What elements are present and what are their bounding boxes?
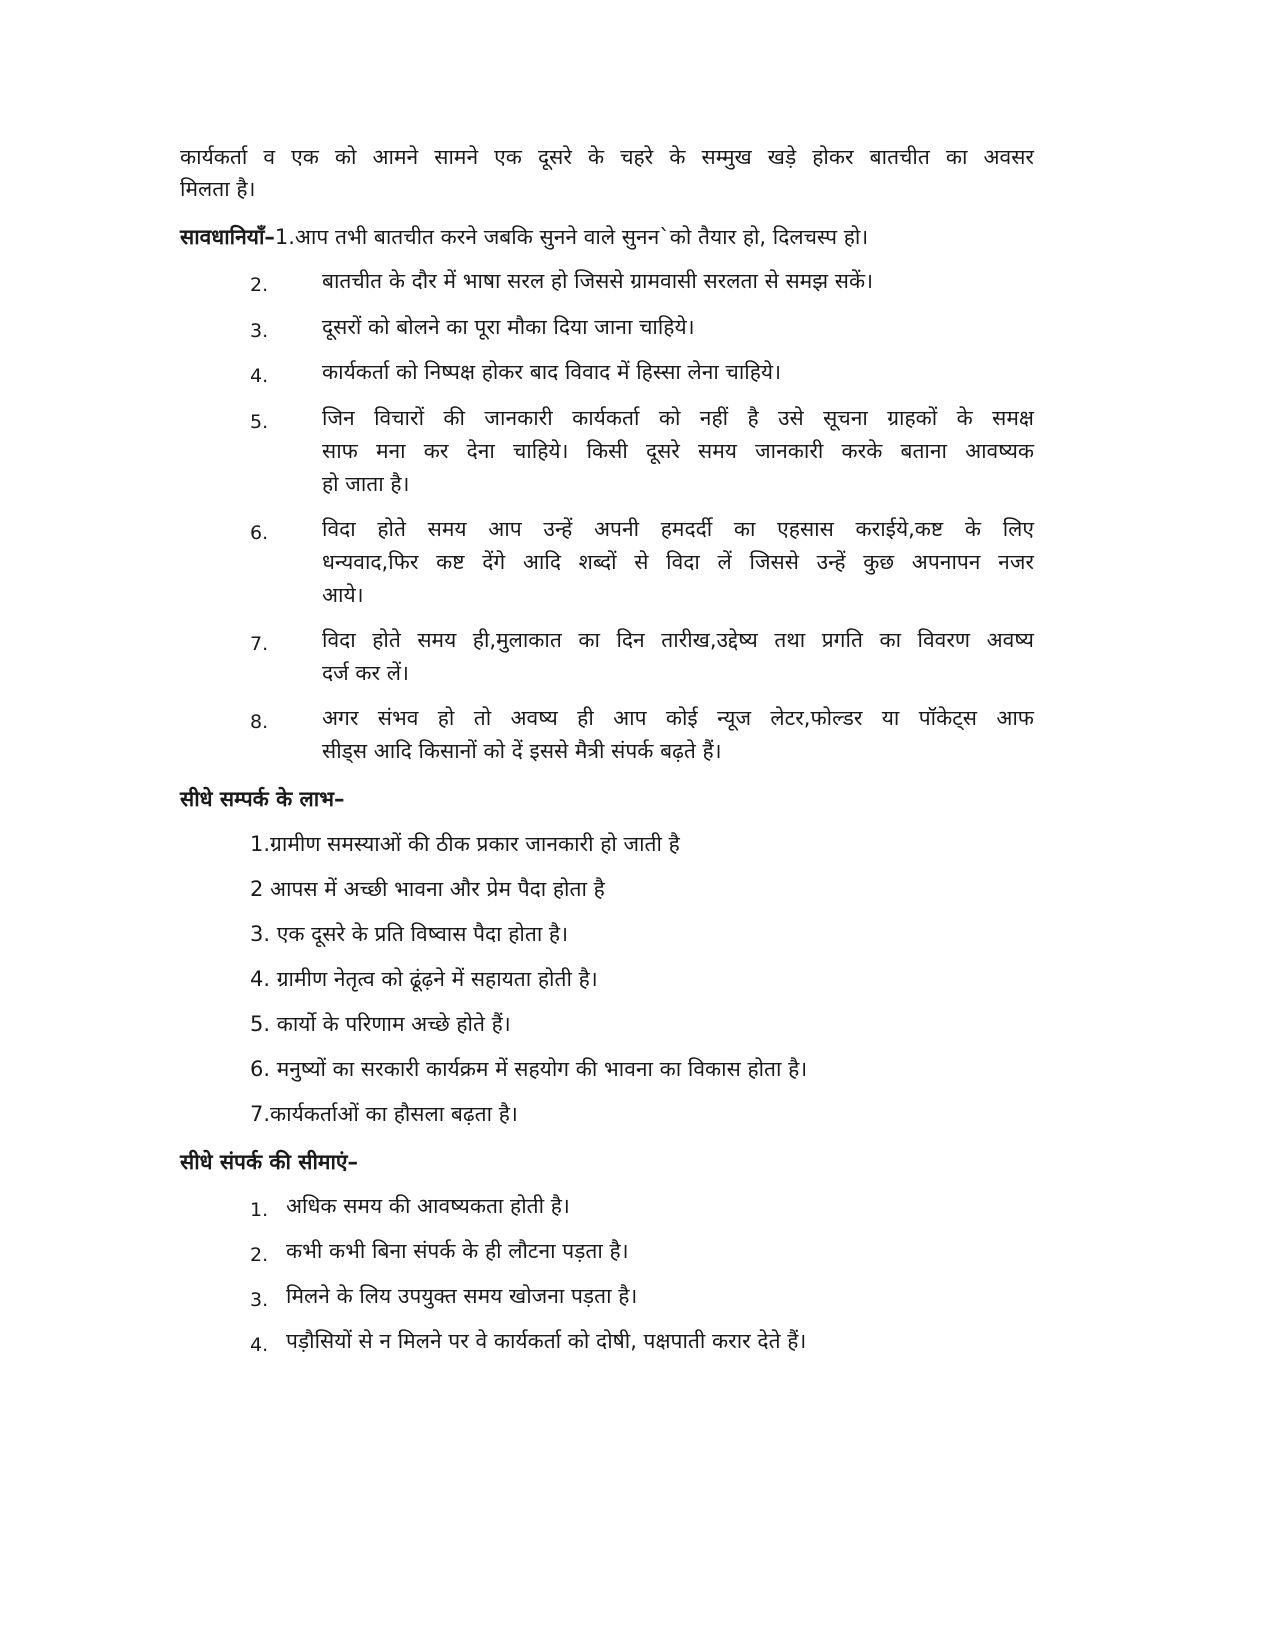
- benefit-item-6: 6. मनुष्यों का सरकारी कार्यक्रम में सहयोग की भावना का विकास होता है।: [250, 1057, 808, 1081]
- limitation-item-1: अधिक समय की आवष्यकता होती है।: [286, 1194, 570, 1218]
- benefit-item-3: 3. एक दूसरे के प्रति विष्वास पैदा होता है।: [250, 922, 569, 946]
- precaution-item-3: दूसरों को बोलने का पूरा मौका दिया जाना चाहिये।: [322, 315, 695, 339]
- precaution-number-4: 4.: [250, 365, 269, 387]
- precaution-item-5-line-2: साफ मना कर देना चाहिये। किसी दूसरे समय जानकारी करके बताना आवष्यक: [322, 439, 1034, 463]
- precaution-item-1: 1.आप तभी बातचीत करने जबकि सुनने वाले सुनन`को तैयार हो, दिलचस्प हो।: [274, 225, 869, 249]
- precaution-number-6: 6.: [250, 522, 269, 544]
- precaution-item-7-line-2: दर्ज कर लें।: [322, 661, 409, 685]
- intro-line-1: कार्यकर्ता व एक को आमने सामने एक दूसरे के चहरे के सम्मुख खड़े होकर बातचीत का अवसर: [180, 145, 1034, 169]
- limitation-number-1: 1.: [250, 1199, 269, 1221]
- limitation-item-3: मिलने के लिय उपयुक्त समय खोजना पड़ता है।: [286, 1284, 638, 1308]
- precaution-item-2: बातचीत के दौर में भाषा सरल हो जिससे ग्रामवासी सरलता से समझ सकें।: [322, 269, 874, 293]
- precaution-item-5-line-1: जिन विचारों की जानकारी कार्यकर्ता को नहीं है उसे सूचना ग्राहकों के समक्ष: [322, 406, 1034, 430]
- precaution-number-2: 2.: [250, 274, 269, 296]
- precaution-item-4: कार्यकर्ता को निष्पक्ष होकर बाद विवाद में हिस्सा लेना चाहिये।: [322, 360, 782, 384]
- limitation-item-2: कभी कभी बिना संपर्क के ही लौटना पड़ता है।: [286, 1239, 629, 1263]
- precaution-item-6-line-3: आये।: [322, 583, 364, 607]
- benefit-item-4: 4. ग्रामीण नेतृत्व को ढूंढ़ने में सहायता होती है।: [250, 967, 598, 991]
- limitation-number-4: 4.: [250, 1334, 269, 1356]
- limitations-heading: सीधे संपर्क की सीमाएं–: [180, 1150, 359, 1174]
- precaution-item-5-line-3: हो जाता है।: [322, 472, 410, 496]
- limitation-item-4: पड़ौसियों से न मिलने पर वे कार्यकर्ता को दोषी, पक्षपाती करार देते हैं।: [286, 1329, 807, 1353]
- intro-line-2: मिलता है।: [180, 177, 256, 201]
- limitation-number-3: 3.: [250, 1289, 269, 1311]
- precaution-number-5: 5.: [250, 411, 269, 433]
- precaution-item-6-line-2: धन्यवाद,फिर कष्ट देंगे आदि शब्दों से विदा लें जिससे उन्हें कुछ अपनापन नजर: [322, 550, 1034, 574]
- precaution-item-8-line-2: सीड्स आदि किसानों को दें इससे मैत्री संपर्क बढ़ते हैं।: [322, 739, 722, 763]
- benefit-item-7: 7.कार्यकर्ताओं का हौसला बढ़ता है।: [250, 1102, 518, 1126]
- precautions-first-line: [180, 222, 868, 252]
- precautions-heading: सावधानियाँ–: [180, 225, 275, 249]
- precaution-number-8: 8.: [250, 711, 269, 733]
- precaution-item-8-line-1: अगर संभव हो तो अवष्य ही आप कोई न्यूज लेटर,फोल्डर या पॉकेट्स आफ: [322, 706, 1034, 730]
- precaution-number-3: 3.: [250, 320, 269, 342]
- benefits-heading: सीधे सम्पर्क के लाभ–: [180, 787, 345, 811]
- benefit-item-2: 2 आपस में अच्छी भावना और प्रेम पैदा होता है: [250, 877, 605, 901]
- limitation-number-2: 2.: [250, 1244, 269, 1266]
- precaution-item-7-line-1: विदा होते समय ही,मुलाकात का दिन तारीख,उद्देष्य तथा प्रगति का विवरण अवष्य: [322, 628, 1034, 652]
- benefit-item-5: 5. कार्यो के परिणाम अच्छे होते हैं।: [250, 1012, 511, 1036]
- precaution-item-6-line-1: विदा होते समय आप उन्हें अपनी हमदर्दी का एहसास कराईये,कष्ट के लिए: [322, 517, 1034, 541]
- precaution-number-7: 7.: [250, 633, 269, 655]
- benefit-item-1: 1.ग्रामीण समस्याओं की ठीक प्रकार जानकारी हो जाती है: [250, 832, 680, 856]
